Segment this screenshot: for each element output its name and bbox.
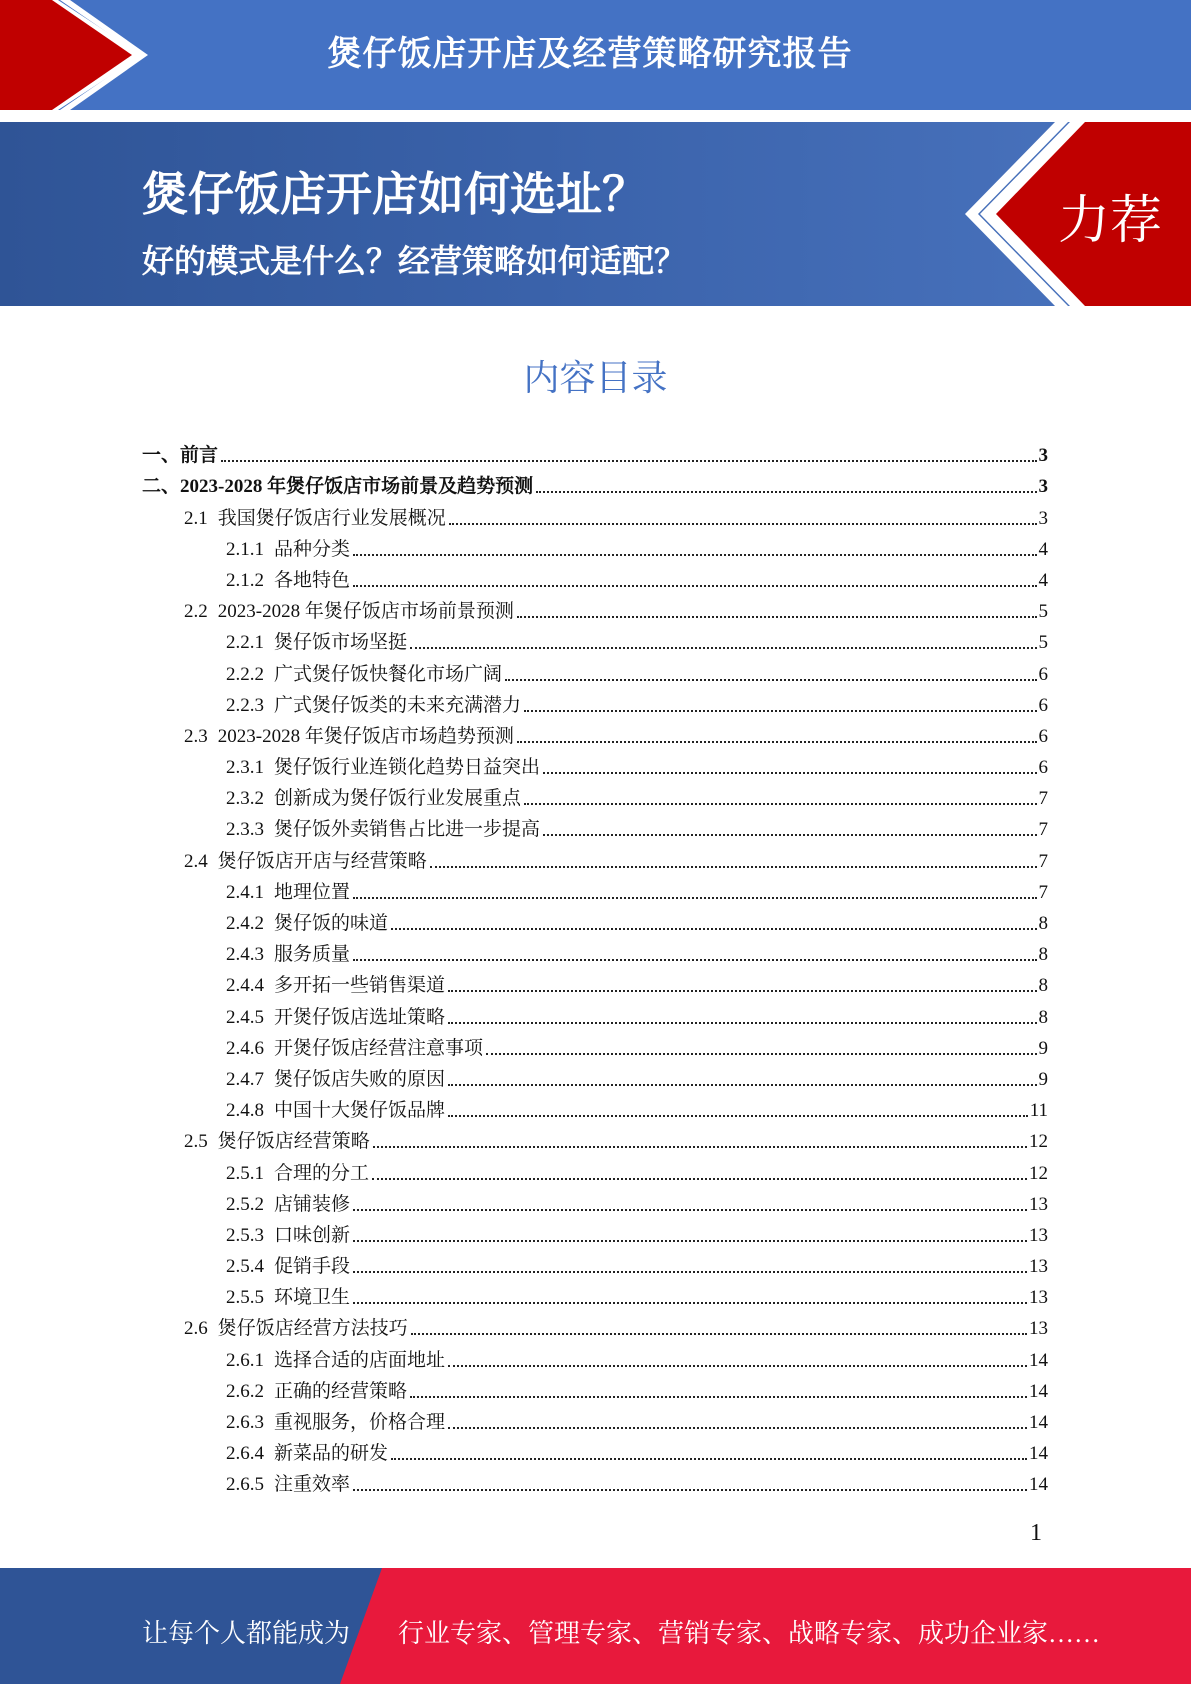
- toc-entry-number: 2.5.2: [226, 1193, 264, 1215]
- toc-entry-page: 3: [1038, 507, 1048, 529]
- toc-dot-leader: [353, 1240, 1027, 1242]
- toc-entry-number: 2.4.1: [226, 881, 264, 903]
- toc-entry-number: 2.6.1: [226, 1349, 264, 1371]
- toc-dot-leader: [391, 1458, 1027, 1460]
- toc-entry-title: 品种分类: [274, 538, 351, 560]
- toc-entry-page: 13: [1029, 1256, 1048, 1278]
- recommend-badge: 力荐: [1058, 191, 1163, 251]
- toc-entry[interactable]: [142, 936, 1048, 967]
- toc-entry-page: 7: [1038, 788, 1048, 810]
- toc-entry-number: 2.2.1: [226, 632, 264, 654]
- toc-entry-number: 2.6.2: [226, 1380, 264, 1402]
- toc-entry-number: 2.1.1: [226, 538, 264, 560]
- toc-entry-title: 中国十大煲仔饭品牌: [274, 1100, 446, 1122]
- toc-entry[interactable]: [142, 1092, 1048, 1123]
- toc-entry-number: 2.4.4: [226, 975, 264, 997]
- toc-entry-page: 14: [1029, 1349, 1048, 1371]
- toc-entry[interactable]: [142, 655, 1048, 686]
- toc-dot-leader: [448, 1365, 1027, 1367]
- toc-entry-number: 2.1: [184, 507, 208, 529]
- toc-entry-page: 9: [1038, 1037, 1048, 1059]
- toc-entry-number: 2.4.5: [226, 1006, 264, 1028]
- toc-entry-page: 12: [1029, 1162, 1048, 1184]
- toc-entry[interactable]: [142, 1404, 1048, 1435]
- toc-entry-title: 前言: [180, 445, 219, 467]
- toc-dot-leader: [353, 1302, 1027, 1304]
- toc-dot-leader: [524, 803, 1036, 805]
- toc-entry-title: 新菜品的研发: [274, 1443, 389, 1465]
- toc-entry-page: 14: [1029, 1412, 1048, 1433]
- toc-entry-page: 4: [1038, 538, 1048, 560]
- table-of-contents: [142, 437, 1048, 1497]
- toc-entry-page: 9: [1038, 1068, 1048, 1090]
- toc-dot-leader: [448, 990, 1036, 992]
- toc-entry-number: 2.2.2: [226, 663, 264, 685]
- toc-entry-title: 注重效率: [274, 1474, 351, 1496]
- toc-entry-title: 2023-2028 年煲仔饭店市场前景预测: [217, 601, 514, 623]
- toc-dot-leader: [517, 616, 1037, 618]
- toc-entry[interactable]: [142, 1248, 1048, 1279]
- toc-entry-title: 煲仔饭外卖销售占比进一步提高: [274, 819, 541, 841]
- toc-entry-number: 2.4.7: [226, 1068, 264, 1090]
- toc-entry[interactable]: [142, 780, 1048, 811]
- footer-slogan-left: 让每个人都能成为: [142, 1619, 351, 1648]
- toc-entry-title: 开煲仔饭店选址策略: [274, 1006, 446, 1028]
- toc-entry-title: 煲仔饭市场坚挺: [274, 632, 408, 654]
- toc-dot-leader: [372, 1178, 1027, 1180]
- toc-entry-number: 2.3.2: [226, 788, 264, 810]
- toc-entry-page: 4: [1038, 569, 1048, 591]
- toc-entry-number: 2.4.2: [226, 913, 264, 934]
- toc-entry-title: 口味创新: [274, 1224, 351, 1246]
- toc-heading: 内容目录: [523, 358, 668, 399]
- toc-entry-page: 11: [1029, 1100, 1048, 1122]
- toc-dot-leader: [353, 585, 1036, 587]
- toc-entry[interactable]: [142, 1279, 1048, 1310]
- toc-entry-page: 8: [1038, 975, 1048, 997]
- toc-dot-leader: [221, 460, 1036, 462]
- toc-entry-page: 8: [1038, 1006, 1048, 1028]
- toc-entry[interactable]: [142, 1061, 1048, 1092]
- toc-entry-page: 8: [1038, 913, 1048, 934]
- toc-entry-number: 2.4.8: [226, 1100, 264, 1122]
- toc-dot-leader: [536, 491, 1036, 493]
- toc-entry[interactable]: [142, 1373, 1048, 1404]
- toc-dot-leader: [391, 928, 1036, 930]
- toc-dot-leader: [353, 1209, 1027, 1211]
- toc-entry-page: 6: [1038, 725, 1048, 747]
- sub-title: 好的模式是什么？经营策略如何适配？: [142, 242, 687, 280]
- toc-entry-title: 煲仔饭店经营策略: [217, 1131, 370, 1153]
- toc-dot-leader: [353, 554, 1036, 556]
- toc-entry-number: 2.5.3: [226, 1224, 264, 1246]
- page-number: 1: [1030, 1520, 1042, 1546]
- toc-dot-leader: [505, 679, 1036, 681]
- toc-entry-number: 2.6.5: [226, 1474, 264, 1496]
- toc-entry-number: 2.3.3: [226, 819, 264, 841]
- report-header-title: 煲仔饭店开店及经营策略研究报告: [327, 34, 853, 74]
- toc-entry-title: 煲仔饭店开店与经营策略: [217, 850, 427, 872]
- footer-slogan-right: 行业专家、管理专家、营销专家、战略专家、成功企业家……: [398, 1619, 1101, 1648]
- toc-entry[interactable]: [142, 998, 1048, 1029]
- toc-entry[interactable]: [142, 687, 1048, 718]
- toc-entry-title: 正确的经营策略: [274, 1380, 408, 1402]
- toc-entry[interactable]: [142, 624, 1048, 655]
- toc-entry[interactable]: [142, 967, 1048, 998]
- toc-entry[interactable]: [142, 749, 1048, 780]
- toc-entry[interactable]: [142, 1030, 1048, 1061]
- toc-entry-page: 5: [1038, 632, 1048, 654]
- toc-entry-number: 2.3: [184, 725, 208, 747]
- toc-entry[interactable]: [142, 468, 1048, 499]
- toc-dot-leader: [448, 1084, 1036, 1086]
- toc-entry-number: 一、: [142, 445, 181, 467]
- toc-entry-title: 促销手段: [274, 1256, 351, 1278]
- toc-entry-page: 7: [1038, 819, 1048, 841]
- toc-entry-title: 煲仔饭行业连锁化趋势日益突出: [274, 757, 541, 779]
- toc-entry[interactable]: [142, 593, 1048, 624]
- toc-entry-number: 2.5.1: [226, 1162, 264, 1184]
- toc-entry-number: 二、: [142, 476, 181, 498]
- main-title: 煲仔饭店开店如何选址？: [142, 167, 648, 221]
- toc-dot-leader: [524, 710, 1036, 712]
- toc-dot-leader: [410, 1396, 1027, 1398]
- toc-dot-leader: [430, 866, 1037, 868]
- toc-entry[interactable]: [142, 1217, 1048, 1248]
- toc-entry-title: 各地特色: [274, 569, 351, 591]
- toc-entry-number: 2.5.5: [226, 1287, 264, 1309]
- toc-entry-page: 13: [1029, 1287, 1048, 1309]
- toc-entry[interactable]: [142, 905, 1048, 936]
- toc-dot-leader: [449, 523, 1037, 525]
- toc-entry-title: 店铺装修: [274, 1193, 351, 1215]
- toc-entry[interactable]: [142, 718, 1048, 749]
- toc-entry[interactable]: [142, 499, 1048, 530]
- toc-entry-page: 14: [1029, 1443, 1048, 1465]
- toc-entry-title: 服务质量: [274, 944, 351, 966]
- toc-entry-title: 环境卫生: [274, 1287, 351, 1309]
- toc-entry-title: 2023-2028 年煲仔饭店市场趋势预测: [217, 725, 514, 747]
- toc-entry-title: 广式煲仔饭类的未来充满潜力: [274, 694, 522, 716]
- toc-entry-title: 煲仔饭的味道: [274, 913, 389, 934]
- toc-dot-leader: [517, 741, 1037, 743]
- toc-entry-number: 2.4.3: [226, 944, 264, 966]
- toc-dot-leader: [410, 647, 1036, 649]
- toc-dot-leader: [543, 772, 1036, 774]
- toc-dot-leader: [448, 1115, 1028, 1117]
- toc-entry[interactable]: [142, 874, 1048, 905]
- toc-entry-page: 6: [1038, 757, 1048, 779]
- toc-entry-page: 13: [1029, 1193, 1048, 1215]
- toc-entry-number: 2.5.4: [226, 1256, 264, 1278]
- toc-entry[interactable]: [142, 1435, 1048, 1466]
- toc-dot-leader: [353, 1489, 1027, 1491]
- toc-entry-page: 6: [1038, 694, 1048, 716]
- toc-entry-page: 5: [1038, 601, 1048, 623]
- toc-entry-number: 2.4.6: [226, 1037, 264, 1059]
- toc-entry-page: 7: [1038, 850, 1048, 872]
- toc-dot-leader: [353, 897, 1036, 899]
- toc-entry[interactable]: [142, 437, 1048, 468]
- header-arrow-decoration: [0, 0, 150, 110]
- toc-entry-page: 8: [1038, 944, 1048, 966]
- toc-entry-title: 选择合适的店面地址: [274, 1349, 446, 1371]
- toc-entry-page: 6: [1038, 663, 1048, 685]
- toc-entry-title: 煲仔饭店失败的原因: [274, 1068, 446, 1090]
- toc-entry[interactable]: [142, 811, 1048, 842]
- toc-entry-page: 12: [1029, 1131, 1048, 1153]
- toc-entry[interactable]: [142, 1341, 1048, 1372]
- toc-entry-title: 广式煲仔饭快餐化市场广阔: [274, 663, 503, 685]
- toc-entry-number: 2.2: [184, 601, 208, 623]
- toc-entry-page: 13: [1029, 1224, 1048, 1246]
- toc-entry[interactable]: [142, 531, 1048, 562]
- toc-entry-title: 我国煲仔饭店行业发展概况: [217, 507, 446, 529]
- toc-dot-leader: [543, 834, 1036, 836]
- toc-entry[interactable]: [142, 562, 1048, 593]
- toc-entry-number: 2.6.4: [226, 1443, 264, 1465]
- toc-entry-title: 创新成为煲仔饭行业发展重点: [274, 788, 522, 810]
- toc-entry-title: 地理位置: [274, 881, 351, 903]
- toc-entry[interactable]: [142, 1186, 1048, 1217]
- toc-entry-page: 13: [1029, 1318, 1048, 1340]
- toc-entry-number: 2.4: [184, 850, 208, 872]
- toc-dot-leader: [486, 1053, 1036, 1055]
- toc-entry-number: 2.1.2: [226, 569, 264, 591]
- toc-entry-title: 多开拓一些销售渠道: [274, 975, 446, 997]
- toc-entry[interactable]: [142, 1123, 1048, 1154]
- toc-entry[interactable]: [142, 1310, 1048, 1341]
- toc-entry-page: 3: [1038, 445, 1048, 467]
- toc-entry-title: 开煲仔饭店经营注意事项: [274, 1037, 484, 1059]
- toc-entry[interactable]: [142, 842, 1048, 873]
- toc-dot-leader: [373, 1146, 1027, 1148]
- toc-entry-number: 2.3.1: [226, 757, 264, 779]
- toc-entry-page: 14: [1029, 1380, 1048, 1402]
- toc-entry-number: 2.2.3: [226, 694, 264, 716]
- toc-entry[interactable]: [142, 1154, 1048, 1185]
- toc-entry-number: 2.6: [184, 1318, 208, 1340]
- toc-entry-page: 3: [1038, 476, 1048, 498]
- toc-entry-title: 合理的分工: [274, 1162, 370, 1184]
- toc-entry-title: 2023-2028 年煲仔饭店市场前景及趋势预测: [180, 476, 534, 498]
- toc-dot-leader: [411, 1333, 1027, 1335]
- toc-entry-page: 14: [1029, 1474, 1048, 1496]
- toc-entry-number: 2.5: [184, 1131, 208, 1153]
- toc-entry-number: 2.6.3: [226, 1412, 264, 1433]
- toc-dot-leader: [448, 1022, 1036, 1024]
- toc-dot-leader: [448, 1427, 1027, 1429]
- toc-entry[interactable]: [142, 1466, 1048, 1497]
- toc-dot-leader: [353, 1271, 1027, 1273]
- toc-entry-title: 重视服务，价格合理: [274, 1412, 446, 1433]
- toc-dot-leader: [353, 959, 1036, 961]
- toc-entry-title: 煲仔饭店经营方法技巧: [217, 1318, 408, 1340]
- toc-entry-page: 7: [1038, 881, 1048, 903]
